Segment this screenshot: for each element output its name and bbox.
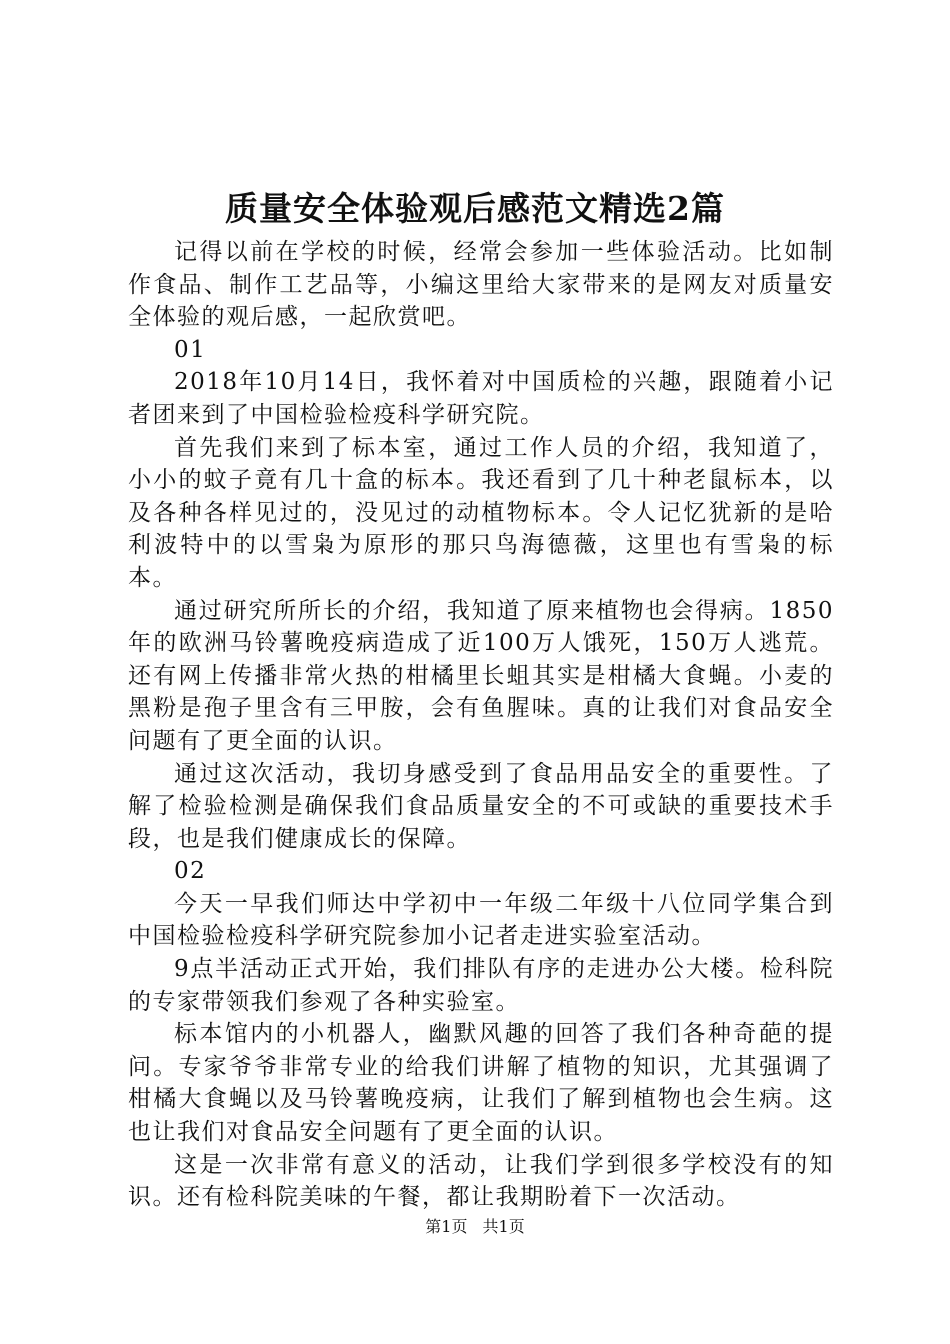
body-paragraph: 今天一早我们师达中学初中一年级二年级十八位同学集合到中国检验检疫科学研究院参加小记者走进实验室活动。 (128, 890, 834, 950)
body-paragraph: 标本馆内的小机器人，幽默风趣的回答了我们各种奇葩的提问。专家爷爷非常专业的给我们讲解了植物的知识，尤其强调了柑橘大食蝇以及马铃薯晚疫病，让我们了解到植物也会生病。这也让我们对食品安全问题有了更全面的认识。 (128, 1021, 834, 1146)
document-title: 质量安全体验观后感范文精选2篇 (225, 189, 725, 228)
page-number: 第1页 (425, 1217, 468, 1236)
section-marker-02: 02 (174, 858, 207, 885)
page-footer (0, 1216, 950, 1238)
body-paragraph: 9点半活动正式开始，我们排队有序的走进办公大楼。检科院的专家带领我们参观了各种实验室。 (128, 956, 834, 1015)
body-paragraph: 这是一次非常有意义的活动，让我们学到很多学校没有的知识。还有检科院美味的午餐，都让我期盼着下一次活动。 (128, 1151, 834, 1211)
page-count: 共1页 (482, 1217, 525, 1236)
document-body (128, 236, 834, 1214)
body-paragraph: 首先我们来到了标本室，通过工作人员的介绍，我知道了，小小的蚊子竟有几十盒的标本。我还看到了几十种老鼠标本，以及各种各样见过的，没见过的动植物标本。令人记忆犹新的是哈利波特中的以雪枭为原形的那只鸟海德薇，这里也有雪枭的标本。 (128, 434, 834, 591)
body-paragraph: 通过这次活动，我切身感受到了食品用品安全的重要性。了解了检验检测是确保我们食品质量安全的不可或缺的重要技术手段，也是我们健康成长的保障。 (128, 760, 834, 852)
section-marker-01: 01 (174, 336, 207, 363)
body-paragraph: 2018年10月14日，我怀着对中国质检的兴趣，跟随着小记者团来到了中国检验检疫科学研究院。 (128, 369, 834, 428)
intro-paragraph: 记得以前在学校的时候，经常会参加一些体验活动。比如制作食品、制作工艺品等，小编这里给大家带来的是网友对质量安全体验的观后感，一起欣赏吧。 (128, 239, 834, 331)
body-paragraph: 通过研究所所长的介绍，我知道了原来植物也会得病。1850年的欧洲马铃薯晚疫病造成了近100万人饿死，150万人逃荒。还有网上传播非常火热的柑橘里长蛆其实是柑橘大食蝇。小麦的黑粉是孢子里含有三甲胺，会有鱼腥味。真的让我们对食品安全问题有了更全面的认识。 (128, 597, 834, 754)
